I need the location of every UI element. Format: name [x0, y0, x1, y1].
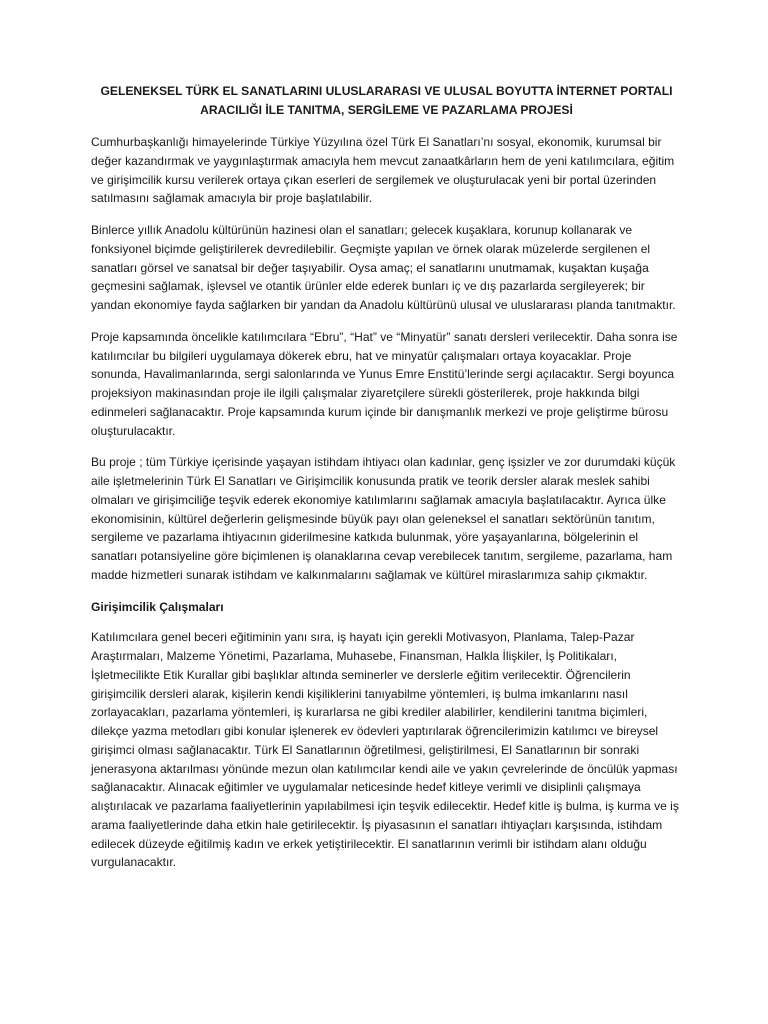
paragraph-anatolian-culture: Binlerce yıllık Anadolu kültürünün hazinesi olan el sanatları; gelecek kuşaklara, korunup kollanarak ve fonksiyonel biçimde geliştirilerek devredilebilir. Geçmişte yapılan ve örnek olarak müzelerde sergilenen el sanatları görsel ve sanatsal bir değer taşıyabilir. Oysa amaç; el sanatlarını unutmamak, kuşaktan kuşağa geçmesini sağlamak, işlevsel ve otantik ürünler elde ederek bunları iç ve dış pazarlarda sergileyerek; bir yandan ekonomiye fayda sağlarken bir yandan da Anadolu kültürünü ulusal ve uluslararası planda tanıtmaktır. — [91, 223, 676, 312]
title-line-2: ARACILIĞI İLE TANITMA, SERGİLEME VE PAZARLAMA PROJESİ — [200, 103, 573, 117]
paragraph-project-goals: Bu proje ; tüm Türkiye içerisinde yaşayan istihdam ihtiyacı olan kadınlar, genç işsizler ve zor durumdaki küçük aile işletmelerinin Türk El Sanatları ve Girişimcilik konusunda pratik ve teorik dersler alarak meslek sahibi olmaları ve girişimciliğe teşvik ederek ekonomiye katılımlarını sağlamak amacıyla başlatılacaktır. Ayrıca ülke ekonomisinin, kültürel değerlerin gelişmesinde büyük payı olan geleneksel el sanatları sektörünün tanıtım, sergileme ve pazarlama ihtiyacının giderilmesine katkıda bulunmak, yöre yaşayanlarına, bölgelerinin el sanatları potansiyeline göre biçimlenen iş olanaklarına cevap verebilecek tanıtım, sergileme, pazarlama, ham madde hizmetleri sunarak istihdam ve kalkınmalarını sağlamak ve kültürel miraslarımıza sahip çıkmaktır. — [91, 455, 676, 582]
paragraph-entrepreneurship: Katılımcılara genel beceri eğitiminin yanı sıra, iş hayatı için gerekli Motivasyon, Planlama, Talep-Pazar Araştırmaları, Malzeme Yönetimi, Pazarlama, Muhasebe, Finansman, Halkla İlişkiler, İş Politikaları, İşletmecilikte Etik Kurallar gibi başlıklar altında seminerler ve derslerle eğitim verilecektir. Öğrencilerin girişimcilik dersleri alarak, kişilerin kendi kişiliklerini tanıyabilme yöntemleri, iş bulma imkanlarını nasıl zorlayacakları, pazarlama yöntemleri, iş kurarlarsa ne gibi krediler alabilirler, kendilerini tanıtma biçimleri, dilekçe yazma metodları gibi konular işlenerek ev ödevleri yaptırılarak öğrencilerimizin katılımcı ve bireysel girişimci olması sağlanacaktır. Türk El Sanatlarının öğretilmesi, geliştirilmesi, El Sanatlarının bir sonraki jenerasyona aktarılması yönünde mezun olan katılımcılar kendi aile ve yakın çevrelerinde de öncülük yapması sağlanacaktır. Alınacak eğitimler ve uygulamalar neticesinde hedef kitleye verimli ve disiplinli çalışmaya alıştırılacak ve pazarlama faaliyetlerinin yapılabilmesi için teşvik edilecektir. Hedef kitle iş bulma, iş kurma ve iş arama faaliyetlerinde daha etkin hale getirilecektir. İş piyasasının el sanatları ihtiyaçları karşısında, istihdam edilecek düzeyde eğitilmiş kadın ve erkek yetiştirilecektir. El sanatlarının verimli bir istihdam alanı olduğu vurgulanacaktır. — [91, 630, 679, 870]
document-title — [91, 82, 682, 120]
section-heading-entrepreneurship: Girişimcilik Çalışmaları — [91, 599, 224, 614]
title-line-1: GELENEKSEL TÜRK EL SANATLARINI ULUSLARARASI VE ULUSAL BOYUTTA İNTERNET PORTALI — [100, 84, 673, 98]
paragraph-intro: Cumhurbaşkanlığı himayelerinde Türkiye Yüzyılına özel Türk El Sanatları’nı sosyal, ekonomik, kurumsal bir değer kazandırmak ve yaygınlaştırmak amacıyla hem mevcut zanaatkârların hem de yeni katılımcılara, eğitim ve girişimcilik kursu verilerek ortaya çıkan eserleri de sergilemek ve oluşturulacak yeni bir portal üzerinden satılmasını sağlamak amacıyla bir proje başlatılabilir. — [91, 135, 675, 206]
paragraph-project-scope: Proje kapsamında öncelikle katılımcılara “Ebru”, “Hat” ve “Minyatür” sanatı dersleri verilecektir. Daha sonra ise katılımcılar bu bilgileri uygulamaya dökerek ebru, hat ve minyatür çalışmaları ortaya koyacaklar. Proje sonunda, Havalimanlarında, sergi salonlarında ve Yunus Emre Enstitü’lerinde sergi açılacaktır. Sergi boyunca projeksiyon makinasından proje ile ilgili çalışmalar ziyaretçilere sürekli gösterilerek, proje hakkında bilgi edinmeleri sağlanacaktır. Proje kapsamında kurum içinde bir danışmanlık merkezi ve proje geliştirme bürosu oluşturulacaktır. — [91, 329, 678, 438]
